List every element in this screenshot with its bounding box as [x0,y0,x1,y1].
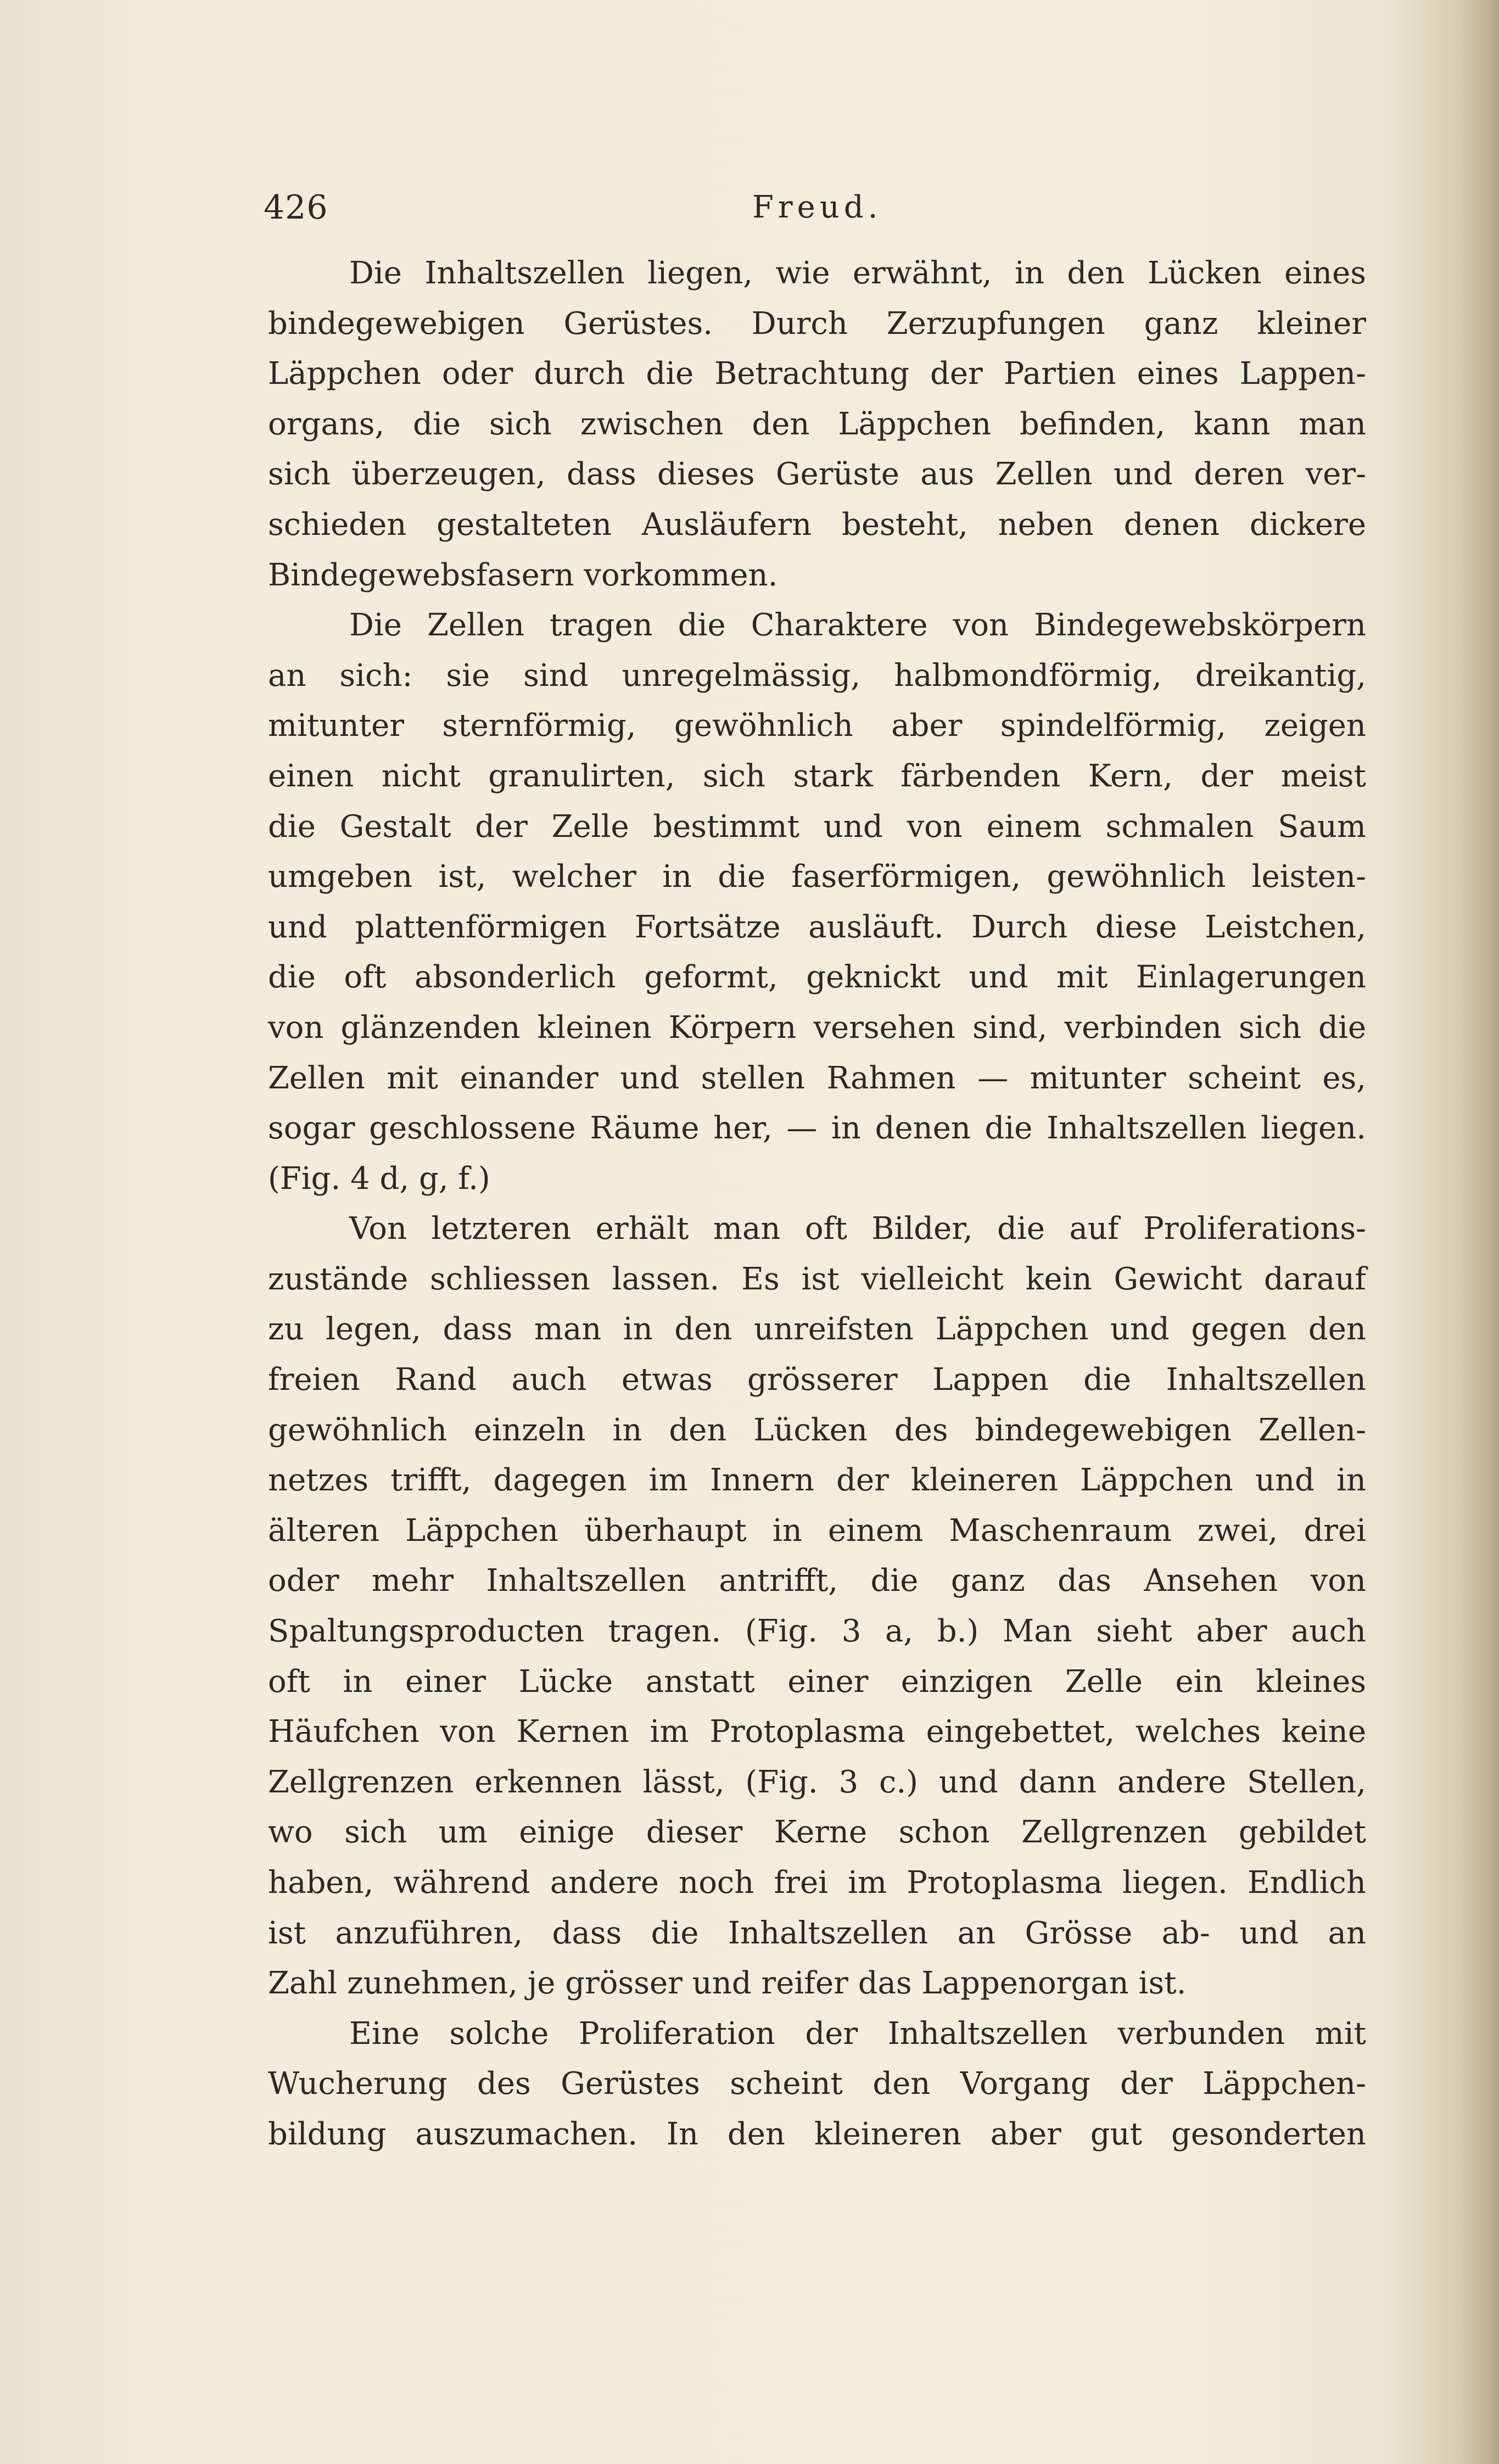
body-text [268,248,1366,2160]
text-line: Läppchen oder durch die Betrachtung der Partien eines Lappen- [268,356,1366,392]
text-line: oft in einer Lücke anstatt einer einzigen Zelle ein kleines [268,1663,1366,1700]
text-line: Eine solche Proliferation der Inhaltszellen verbunden mit [349,2015,1366,2052]
page-number: 426 [264,188,328,227]
text-line: ist anzuführen, dass die Inhaltszellen an Grösse ab- und an [268,1915,1366,1951]
text-line: an sich: sie sind unregelmässig, halbmondförmig, dreikantig, [268,657,1366,694]
text-line: Zahl zunehmen, je grösser und reifer das Lappenorgan ist. [268,1965,1187,2002]
text-line: Häufchen von Kernen im Protoplasma eingebettet, welches keine [268,1714,1366,1750]
text-line: bildung auszumachen. In den kleineren aber gut gesonderten [268,2116,1366,2152]
text-line: organs, die sich zwischen den Läppchen befinden, kann man [268,406,1366,442]
text-line: zustände schliessen lassen. Es ist vielleicht kein Gewicht darauf [268,1261,1366,1297]
text-line: Zellgrenzen erkennen lässt, (Fig. 3 c.) und dann andere Stellen, [268,1764,1366,1800]
text-line: bindegewebigen Gerüstes. Durch Zerzupfungen ganz kleiner [268,305,1366,342]
text-line: haben, während andere noch frei im Protoplasma liegen. Endlich [268,1865,1366,1901]
text-line: (Fig. 4 d, g, f.) [268,1160,490,1197]
text-line: sich überzeugen, dass dieses Gerüste aus Zellen und deren ver- [268,456,1366,493]
text-line: gewöhnlich einzeln in den Lücken des bindegewebigen Zellen- [268,1412,1366,1448]
page-header [264,186,1366,230]
text-line: Von letzteren erhält man oft Bilder, die auf Proliferations- [349,1211,1366,1247]
text-line: oder mehr Inhaltszellen antrifft, die ganz das Ansehen von [268,1563,1366,1599]
text-line: die Gestalt der Zelle bestimmt und von einem schmalen Saum [268,808,1366,845]
text-line: Die Inhaltszellen liegen, wie erwähnt, in den Lücken eines [349,255,1366,291]
text-line: mitunter sternförmig, gewöhnlich aber spindelförmig, zeigen [268,708,1366,744]
text-line: netzes trifft, dagegen im Innern der kleineren Läppchen und in [268,1462,1366,1499]
text-line: von glänzenden kleinen Körpern versehen sind, verbinden sich die [268,1009,1366,1046]
text-line: umgeben ist, welcher in die faserförmigen, gewöhnlich leisten- [268,859,1366,895]
running-head: Freud. [752,189,882,225]
text-line: sogar geschlossene Räume her, — in denen die Inhaltszellen liegen. [268,1110,1366,1147]
text-line: älteren Läppchen überhaupt in einem Maschenraum zwei, drei [268,1512,1366,1549]
page-edge-shadow [1461,0,1499,2464]
text-line: einen nicht granulirten, sich stark färbenden Kern, der meist [268,758,1366,794]
text-line: zu legen, dass man in den unreifsten Läppchen und gegen den [268,1311,1366,1348]
text-line: freien Rand auch etwas grösserer Lappen die Inhaltszellen [268,1362,1366,1398]
text-line: Spaltungsproducten tragen. (Fig. 3 a, b.) Man sieht aber auch [268,1613,1366,1650]
text-line: schieden gestalteten Ausläufern besteht, neben denen dickere [268,506,1366,543]
text-line: und plattenförmigen Fortsätze ausläuft. Durch diese Leistchen, [268,909,1366,945]
text-line: Zellen mit einander und stellen Rahmen — mitunter scheint es, [268,1060,1366,1096]
text-line: wo sich um einige dieser Kerne schon Zellgrenzen gebildet [268,1814,1366,1851]
text-line: die oft absonderlich geformt, geknickt und mit Einlagerungen [268,959,1366,996]
text-line: Die Zellen tragen die Charaktere von Bindegewebskörpern [349,607,1366,644]
text-line: Wucherung des Gerüstes scheint den Vorgang der Läppchen- [268,2066,1366,2102]
text-line: Bindegewebsfasern vorkommen. [268,557,778,593]
